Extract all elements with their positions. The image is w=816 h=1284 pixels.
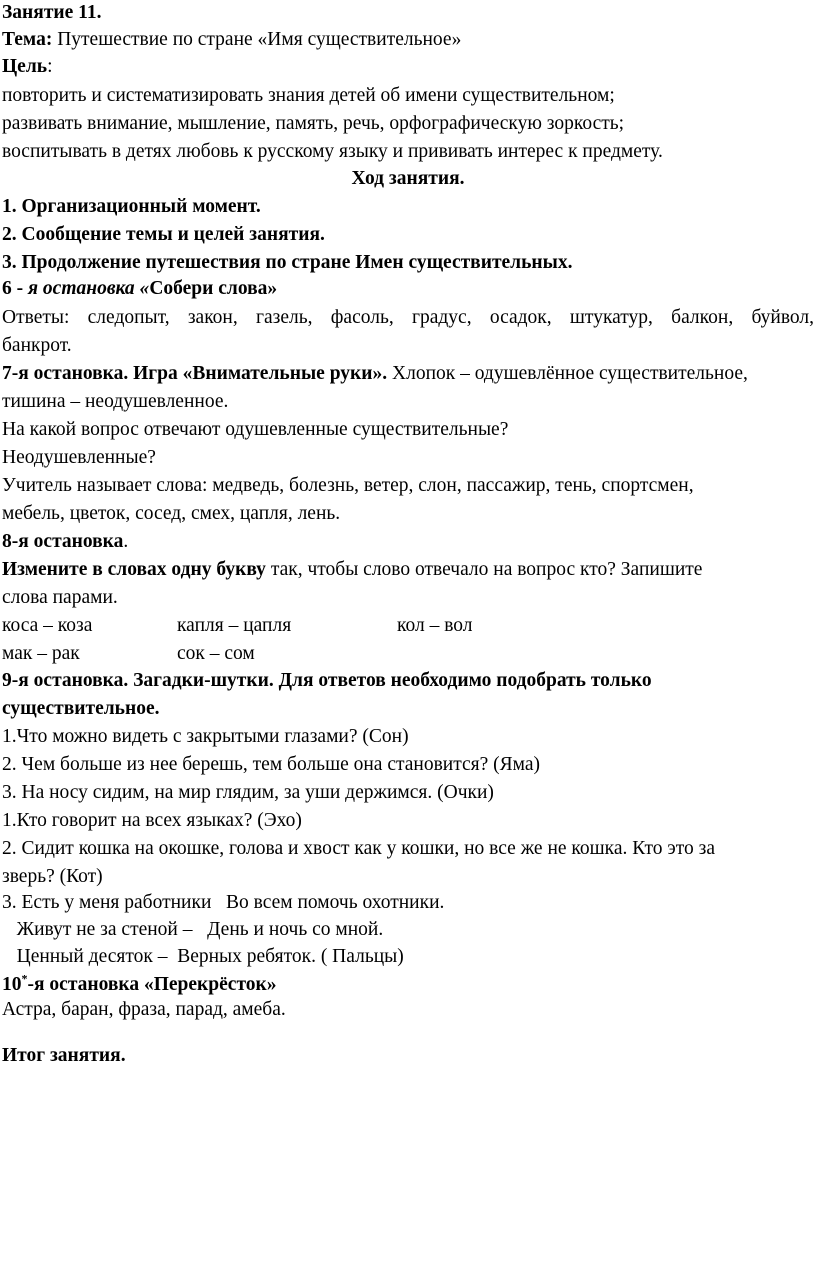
stop6-answers-cont: банкрот. [2, 335, 72, 356]
step-continuation: 3. Продолжение путешествия по стране Имен существительных. [2, 252, 573, 273]
theme-line [2, 27, 816, 53]
stop7-text-cont: тишина – неодушевленное. [2, 391, 229, 412]
word-pair: кол – вол [397, 615, 473, 636]
goal-item: воспитывать в детях любовь к русскому языку и прививать интерес к предмету. [2, 141, 663, 162]
course-heading: Ход занятия. [351, 168, 465, 189]
stop10-words: Астра, баран, фраза, парад, амеба. [2, 999, 286, 1020]
stop6-title: Собери слова» [149, 278, 278, 299]
riddle: 3. На носу сидим, на мир глядим, за уши держимся. (Очки) [2, 782, 494, 803]
goal-item: развивать внимание, мышление, память, речь, орфографическую зоркость; [2, 113, 625, 134]
riddle: 2. Сидит кошка на окошке, голова и хвост как у кошки, но все же не кошка. Кто это за [2, 838, 716, 859]
stop6-label: я остановка « [28, 278, 150, 299]
stop7-heading [2, 361, 816, 387]
stop9-heading-cont: существительное. [2, 698, 160, 719]
riddle-cont: Живут не за стеной – День и ночь со мной. [2, 919, 384, 940]
step-theme-message: 2. Сообщение темы и целей занятия. [2, 224, 325, 245]
word-pair: сок – сом [177, 643, 255, 664]
stop6-answers: Ответы: следопыт, закон, газель, фасоль, градус, осадок, штукатур, балкон, буйвол, [2, 307, 814, 328]
stop10-star: * [21, 971, 28, 986]
stop6-heading [2, 276, 816, 302]
theme-label: Тема: [2, 29, 53, 50]
riddle: 2. Чем больше из нее берешь, тем больше она становится? (Яма) [2, 754, 541, 775]
word-pair: коса – коза [2, 615, 93, 636]
riddle-cont: Ценный десяток – Верных ребяток. ( Пальцы) [2, 946, 404, 967]
stop6-num: 6 - [2, 278, 28, 299]
word-pair: мак – рак [2, 643, 80, 664]
riddle: 3. Есть у меня работники Во всем помочь охотники. [2, 892, 445, 913]
stop8-pairs-row [2, 641, 816, 667]
summary-heading: Итог занятия. [2, 1045, 126, 1066]
riddle: 1.Кто говорит на всех языках? (Эхо) [2, 810, 302, 831]
goal-colon: : [47, 56, 53, 77]
stop10-num: 10 [2, 974, 22, 995]
stop8-pairs-row [2, 613, 816, 639]
stop8-task [2, 557, 816, 583]
word-pair: капля – цапля [177, 615, 292, 636]
step-organization: 1. Организационный момент. [2, 196, 261, 217]
goal-line [2, 54, 816, 80]
stop10-heading [2, 972, 816, 998]
stop8-heading [2, 529, 816, 555]
stop8-task-bold: Измените в словах одну букву [2, 559, 266, 580]
stop7-title: 7-я остановка. Игра «Внимательные руки». [2, 363, 388, 384]
stop7-text: Хлопок – одушевлённое существительное, [387, 363, 748, 384]
lesson-title: Занятие 11. [2, 2, 102, 23]
stop7-words-cont: мебель, цветок, сосед, смех, цапля, лень. [2, 503, 341, 524]
stop7-question: Неодушевленные? [2, 447, 156, 468]
stop8-dot: . [123, 531, 129, 552]
riddle: 1.Что можно видеть с закрытыми глазами? (Сон) [2, 726, 409, 747]
stop8-task-cont: слова парами. [2, 587, 118, 608]
riddle-cont: зверь? (Кот) [2, 866, 103, 887]
stop9-heading: 9-я остановка. Загадки-шутки. Для ответов необходимо подобрать только [2, 670, 652, 691]
stop7-words: Учитель называет слова: медведь, болезнь, ветер, слон, пассажир, тень, спортсмен, [2, 475, 694, 496]
stop7-question: На какой вопрос отвечают одушевленные существительные? [2, 419, 509, 440]
theme-text: Путешествие по стране «Имя существительное» [52, 29, 462, 50]
goal-item: повторить и систематизировать знания детей об имени существительном; [2, 85, 615, 106]
stop8-task-rest: так, чтобы слово отвечало на вопрос кто? Запишите [265, 559, 703, 580]
stop10-title: -я остановка «Перекрёсток» [27, 974, 277, 995]
goal-label: Цель [2, 56, 48, 77]
stop8-title: 8-я остановка [2, 531, 124, 552]
